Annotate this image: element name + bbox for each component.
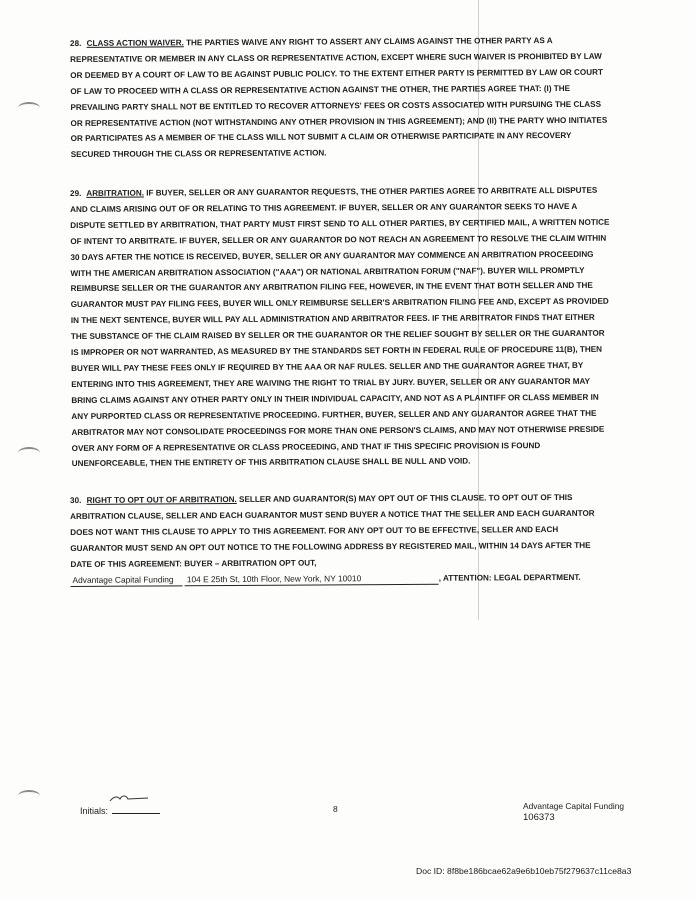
initials-field: [80, 806, 160, 816]
section-body: THE PARTIES WAIVE ANY RIGHT TO ASSERT ANY CLAIMS AGAINST THE OTHER PARTY AS A REPRESENTATIVE OR MEMBER IN ANY CLASS OR REPRESENTATIVE ACTION, EXCEPT WHERE SUCH WAIVER IS PROHIBITED BY LAW OR DEEMED BY A COURT OF LAW TO BE AGAINST PUBLIC POLICY. TO THE EXTENT EITHER PARTY IS PERMITTED BY LAW OR COURT OF LAW TO PROCEED WITH A CLASS OR REPRESENTATIVE ACTION AGAINST THE OTHER, THE PARTIES AGREE THAT: (I) THE PREVAILING PARTY SHALL NOT BE ENTITLED TO RECOVER ATTORNEYS' FEES OR COSTS ASSOCIATED WITH PURSUING THE CLASS OR REPRESENTATIVE ACTION (NOT WITHSTANDING ANY OTHER PROVISION IN THIS AGREEMENT); AND (II) THE PARTY WHO INITIATES OR PARTICIPATES AS A MEMBER OF THE CLASS WILL NOT SUBMIT A CLAIM OR OTHERWISE PARTICIPATE IN ANY RECOVERY SECURED THROUGH THE CLASS OR REPRESENTATIVE ACTION.: [70, 36, 608, 160]
punch-hole-mark: [18, 447, 40, 459]
page-number: 8: [333, 804, 338, 814]
initials-signature-mark: [108, 792, 150, 806]
section-30-opt-out: [70, 490, 611, 589]
section-number: 28.: [70, 38, 82, 48]
section-title: CLASS ACTION WAIVER.: [86, 38, 184, 48]
doc-id: Doc ID: 8f8be186bcae62a9e6b10eb75f279637c11ce8a3: [416, 866, 632, 876]
section-29-arbitration: [70, 183, 612, 473]
section-title: ARBITRATION.: [86, 188, 144, 198]
initials-label: Initials:: [80, 806, 109, 816]
punch-hole-mark: [18, 790, 40, 802]
section-title: RIGHT TO OPT OUT OF ARBITRATION.: [86, 494, 237, 505]
company-fill-field: Advantage Capital Funding: [70, 574, 182, 587]
section-body: IF BUYER, SELLER OR ANY GUARANTOR REQUESTS, THE OTHER PARTIES AGREE TO ARBITRATE ALL DISPUTES AND CLAIMS ARISING OUT OF OR RELATING TO THIS AGREEMENT. IF BUYER, SELLER OR ANY GUARANTOR SEEKS TO HAVE A DISPUTE SETTLED BY ARBITRATION, THAT PARTY MUST FIRST SEND TO ALL OTHER PARTIES, BY CERTIFIED MAIL, A WRITTEN NOTICE OF INTENT TO ARBITRATE. IF BUYER, SELLER OR ANY GUARANTOR DO NOT REACH AN AGREEMENT TO RESOLVE THE CLAIM WITHIN 30 DAYS AFTER THE NOTICE IS RECEIVED, BUYER, SELLER OR ANY GUARANTOR MAY COMMENCE AN ARBITRATION PROCEEDING WITH THE AMERICAN ARBITRATION ASSOCIATION ("AAA") OR NATIONAL ARBITRATION FORUM ("NAF"). BUYER WILL PROMPTLY REIMBURSE SELLER OR THE GUARANTOR ANY ARBITRATION FILING FEE, HOWEVER, IN THE EVENT THAT BOTH SELLER AND THE GUARANTOR MUST PAY FILING FEES, BUYER WILL ONLY REIMBURSE SELLER'S ARBITRATION FILING FEE AND, EXCEPT AS PROVIDED IN THE NEXT SENTENCE, BUYER WILL PAY ALL ADMINISTRATION AND ARBITRATOR FEES. IF THE ARBITRATOR FINDS THAT EITHER THE SUBSTANCE OF THE CLAIM RAISED BY SELLER OR THE GUARANTOR OR THE RELIEF SOUGHT BY SELLER OR THE GUARANTOR IS IMPROPER OR NOT WARRANTED, AS MEASURED BY THE STANDARDS SET FORTH IN FEDERAL RULE OF PROCEDURE 11(B), THEN BUYER WILL PAY THESE FEES ONLY IF REQUIRED BY THE AAA OR NAF RULES. SELLER AND THE GUARANTOR AGREE THAT, BY ENTERING INTO THIS AGREEMENT, THEY ARE WAIVING THE RIGHT TO TRIAL BY JURY. BUYER, SELLER OR ANY GUARANTOR MAY BRING CLAIMS AGAINST ANY OTHER PARTY ONLY IN THEIR INDIVIDUAL CAPACITY, AND NOT AS A PLAINTIFF OR CLASS MEMBER IN ANY PURPORTED CLASS OR REPRESENTATIVE PROCEEDING. FURTHER, BUYER, SELLER AND ANY GUARANTOR AGREE THAT THE ARBITRATOR MAY NOT CONSOLIDATE PROCEEDINGS FOR MORE THAN ONE PERSON'S CLAIMS, AND MAY NOT OTHERWISE PRESIDE OVER ANY FORM OF A REPRESENTATIVE OR CLASS PROCEEDING, AND THAT IF THIS SPECIFIC PROVISION IS FOUND UNENFORCEABLE, THEN THE ENTIRETY OF THIS ARBITRATION CLAUSE SHALL BE NULL AND VOID.: [70, 185, 610, 469]
section-number: 30.: [70, 495, 82, 505]
footer-company-block: [523, 800, 624, 824]
section-body: SELLER AND GUARANTOR(S) MAY OPT OUT OF THIS CLAUSE. TO OPT OUT OF THIS ARBITRATION CLAUSE, SELLER AND EACH GUARANTOR MUST SEND BUYER A NOTICE THAT THE SELLER AND EACH GUARANTOR DOES NOT WANT THIS CLAUSE TO APPLY TO THIS AGREEMENT. FOR ANY OPT OUT TO BE EFFECTIVE, SELLER AND EACH GUARANTOR MUST SEND AN OPT OUT NOTICE TO THE FOLLOWING ADDRESS BY REGISTERED MAIL, WITHIN 14 DAYS AFTER THE DATE OF THIS AGREEMENT: BUYER – ARBITRATION OPT OUT,: [70, 492, 595, 569]
footer-company-code: 106373: [523, 812, 555, 823]
section-28-class-action-waiver: [70, 33, 611, 164]
address-fill-field: 104 E 25th St, 10th Floor, New York, NY 10010: [185, 572, 439, 586]
footer-company-name: Advantage Capital Funding: [523, 801, 625, 811]
section-number: 29.: [70, 188, 82, 198]
attention-text: , ATTENTION: LEGAL DEPARTMENT.: [438, 572, 581, 583]
punch-hole-mark: [18, 102, 40, 114]
initials-line: [112, 813, 160, 814]
